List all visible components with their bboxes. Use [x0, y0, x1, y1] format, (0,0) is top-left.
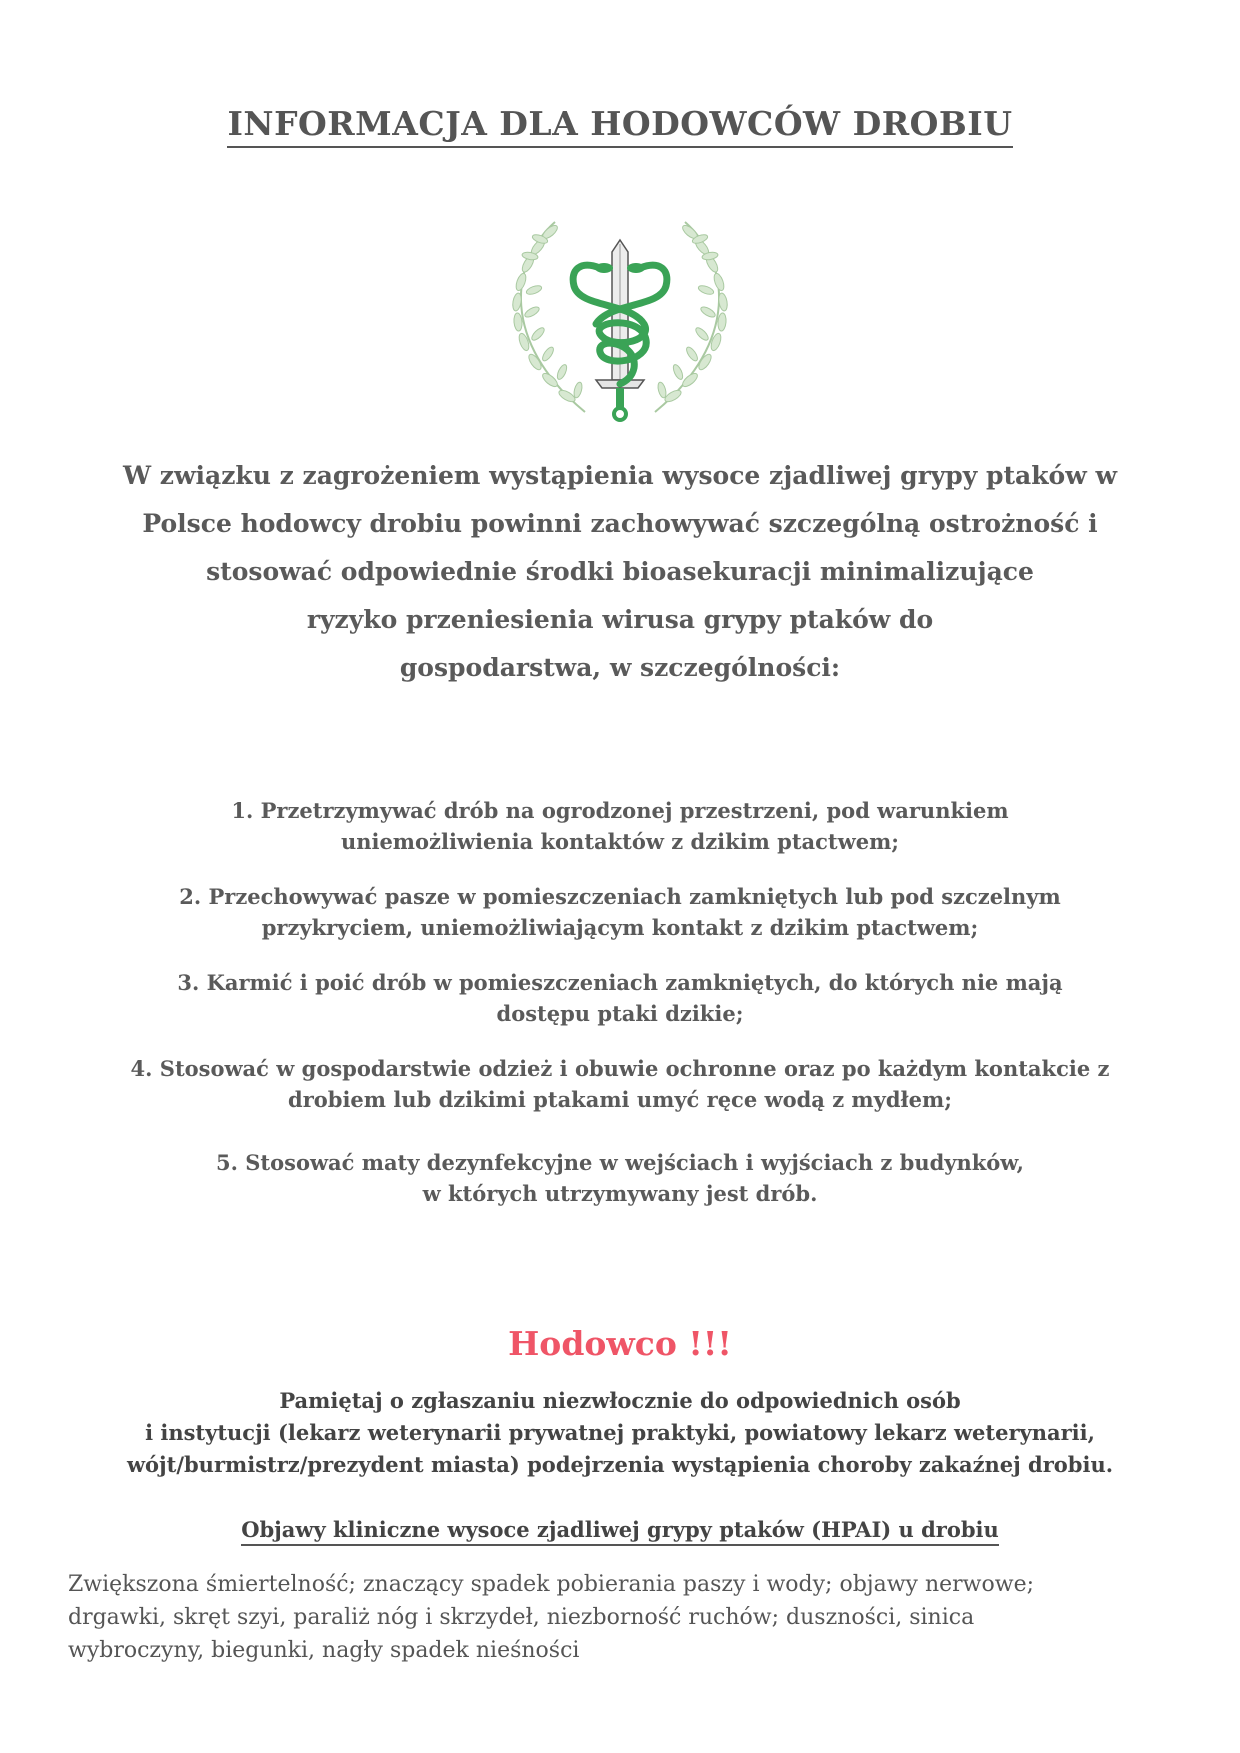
document-title-text: INFORMACJA DLA HODOWCÓW DROBIU — [227, 104, 1012, 148]
intro-line: ryzyko przeniesienia wirusa grypy ptaków do — [306, 605, 934, 634]
measure-line: 5. Stosować maty dezynfekcyjne w wejściach i wyjściach z budynków, — [216, 1150, 1024, 1175]
symptoms-line: wybroczyny, biegunki, nagły spadek nieśności — [68, 1638, 580, 1663]
intro-line: stosować odpowiednie środki bioasekuracji minimalizujące — [206, 557, 1034, 586]
veterinary-emblem-icon — [500, 212, 740, 422]
intro-paragraph — [60, 452, 1180, 692]
reporting-notice — [60, 1385, 1180, 1481]
measure-item — [0, 795, 1240, 857]
measure-line: uniemożliwienia kontaktów z dzikim ptactwem; — [340, 829, 900, 854]
measure-item — [0, 1147, 1240, 1209]
measure-line: 4. Stosować w gospodarstwie odzież i obuwie ochronne oraz po każdym kontakcie z — [130, 1056, 1110, 1081]
notice-line: Pamiętaj o zgłaszaniu niezwłocznie do odpowiednich osób — [279, 1388, 961, 1413]
document-title — [0, 104, 1240, 143]
emblem-svg — [500, 212, 740, 422]
measure-line: 3. Karmić i poić drób w pomieszczeniach zamkniętych, do których nie mają — [177, 970, 1063, 995]
notice-line: i instytucji (lekarz weterynarii prywatnej praktyki, powiatowy lekarz weterynarii, — [145, 1420, 1095, 1445]
wreath-right-icon — [655, 222, 729, 412]
symptoms-line: drgawki, skręt szyi, paraliż nóg i skrzydeł, niezborność ruchów; duszności, sinica — [68, 1605, 975, 1630]
measure-line: drobiem lub dzikimi ptakami umyć ręce wodą z mydłem; — [288, 1087, 952, 1112]
intro-line: W związku z zagrożeniem wystąpienia wysoce zjadliwej grypy ptaków w — [123, 461, 1117, 490]
measure-item — [0, 967, 1240, 1029]
alert-heading: Hodowco !!! — [508, 1324, 732, 1363]
measure-item — [0, 881, 1240, 943]
measure-line: 1. Przetrzymywać drób na ogrodzonej przestrzeni, pod warunkiem — [231, 798, 1009, 823]
notice-line: wójt/burmistrz/prezydent miasta) podejrzenia wystąpienia choroby zakaźnej drobiu. — [126, 1452, 1114, 1477]
intro-line: gospodarstwa, w szczególności: — [399, 653, 841, 682]
wreath-left-icon — [511, 222, 585, 412]
symptoms-heading — [0, 1517, 1240, 1542]
measure-line: przykryciem, uniemożliwiającym kontakt z dzikim ptactwem; — [261, 915, 979, 940]
symptoms-line: Zwiększona śmiertelność; znaczący spadek pobierania paszy i wody; objawy nerwowe; — [68, 1572, 1035, 1597]
symptoms-paragraph — [68, 1568, 1178, 1667]
measure-line: 2. Przechowywać pasze w pomieszczeniach zamkniętych lub pod szczelnym — [179, 884, 1061, 909]
measure-item — [0, 1053, 1240, 1115]
symptoms-heading-text: Objawy kliniczne wysoce zjadliwej grypy ptaków (HPAI) u drobiu — [241, 1517, 999, 1546]
measure-line: dostępu ptaki dzikie; — [496, 1001, 744, 1026]
intro-line: Polsce hodowcy drobiu powinni zachowywać szczególną ostrożność i — [142, 509, 1098, 538]
measure-line: w których utrzymywany jest drób. — [422, 1181, 818, 1206]
